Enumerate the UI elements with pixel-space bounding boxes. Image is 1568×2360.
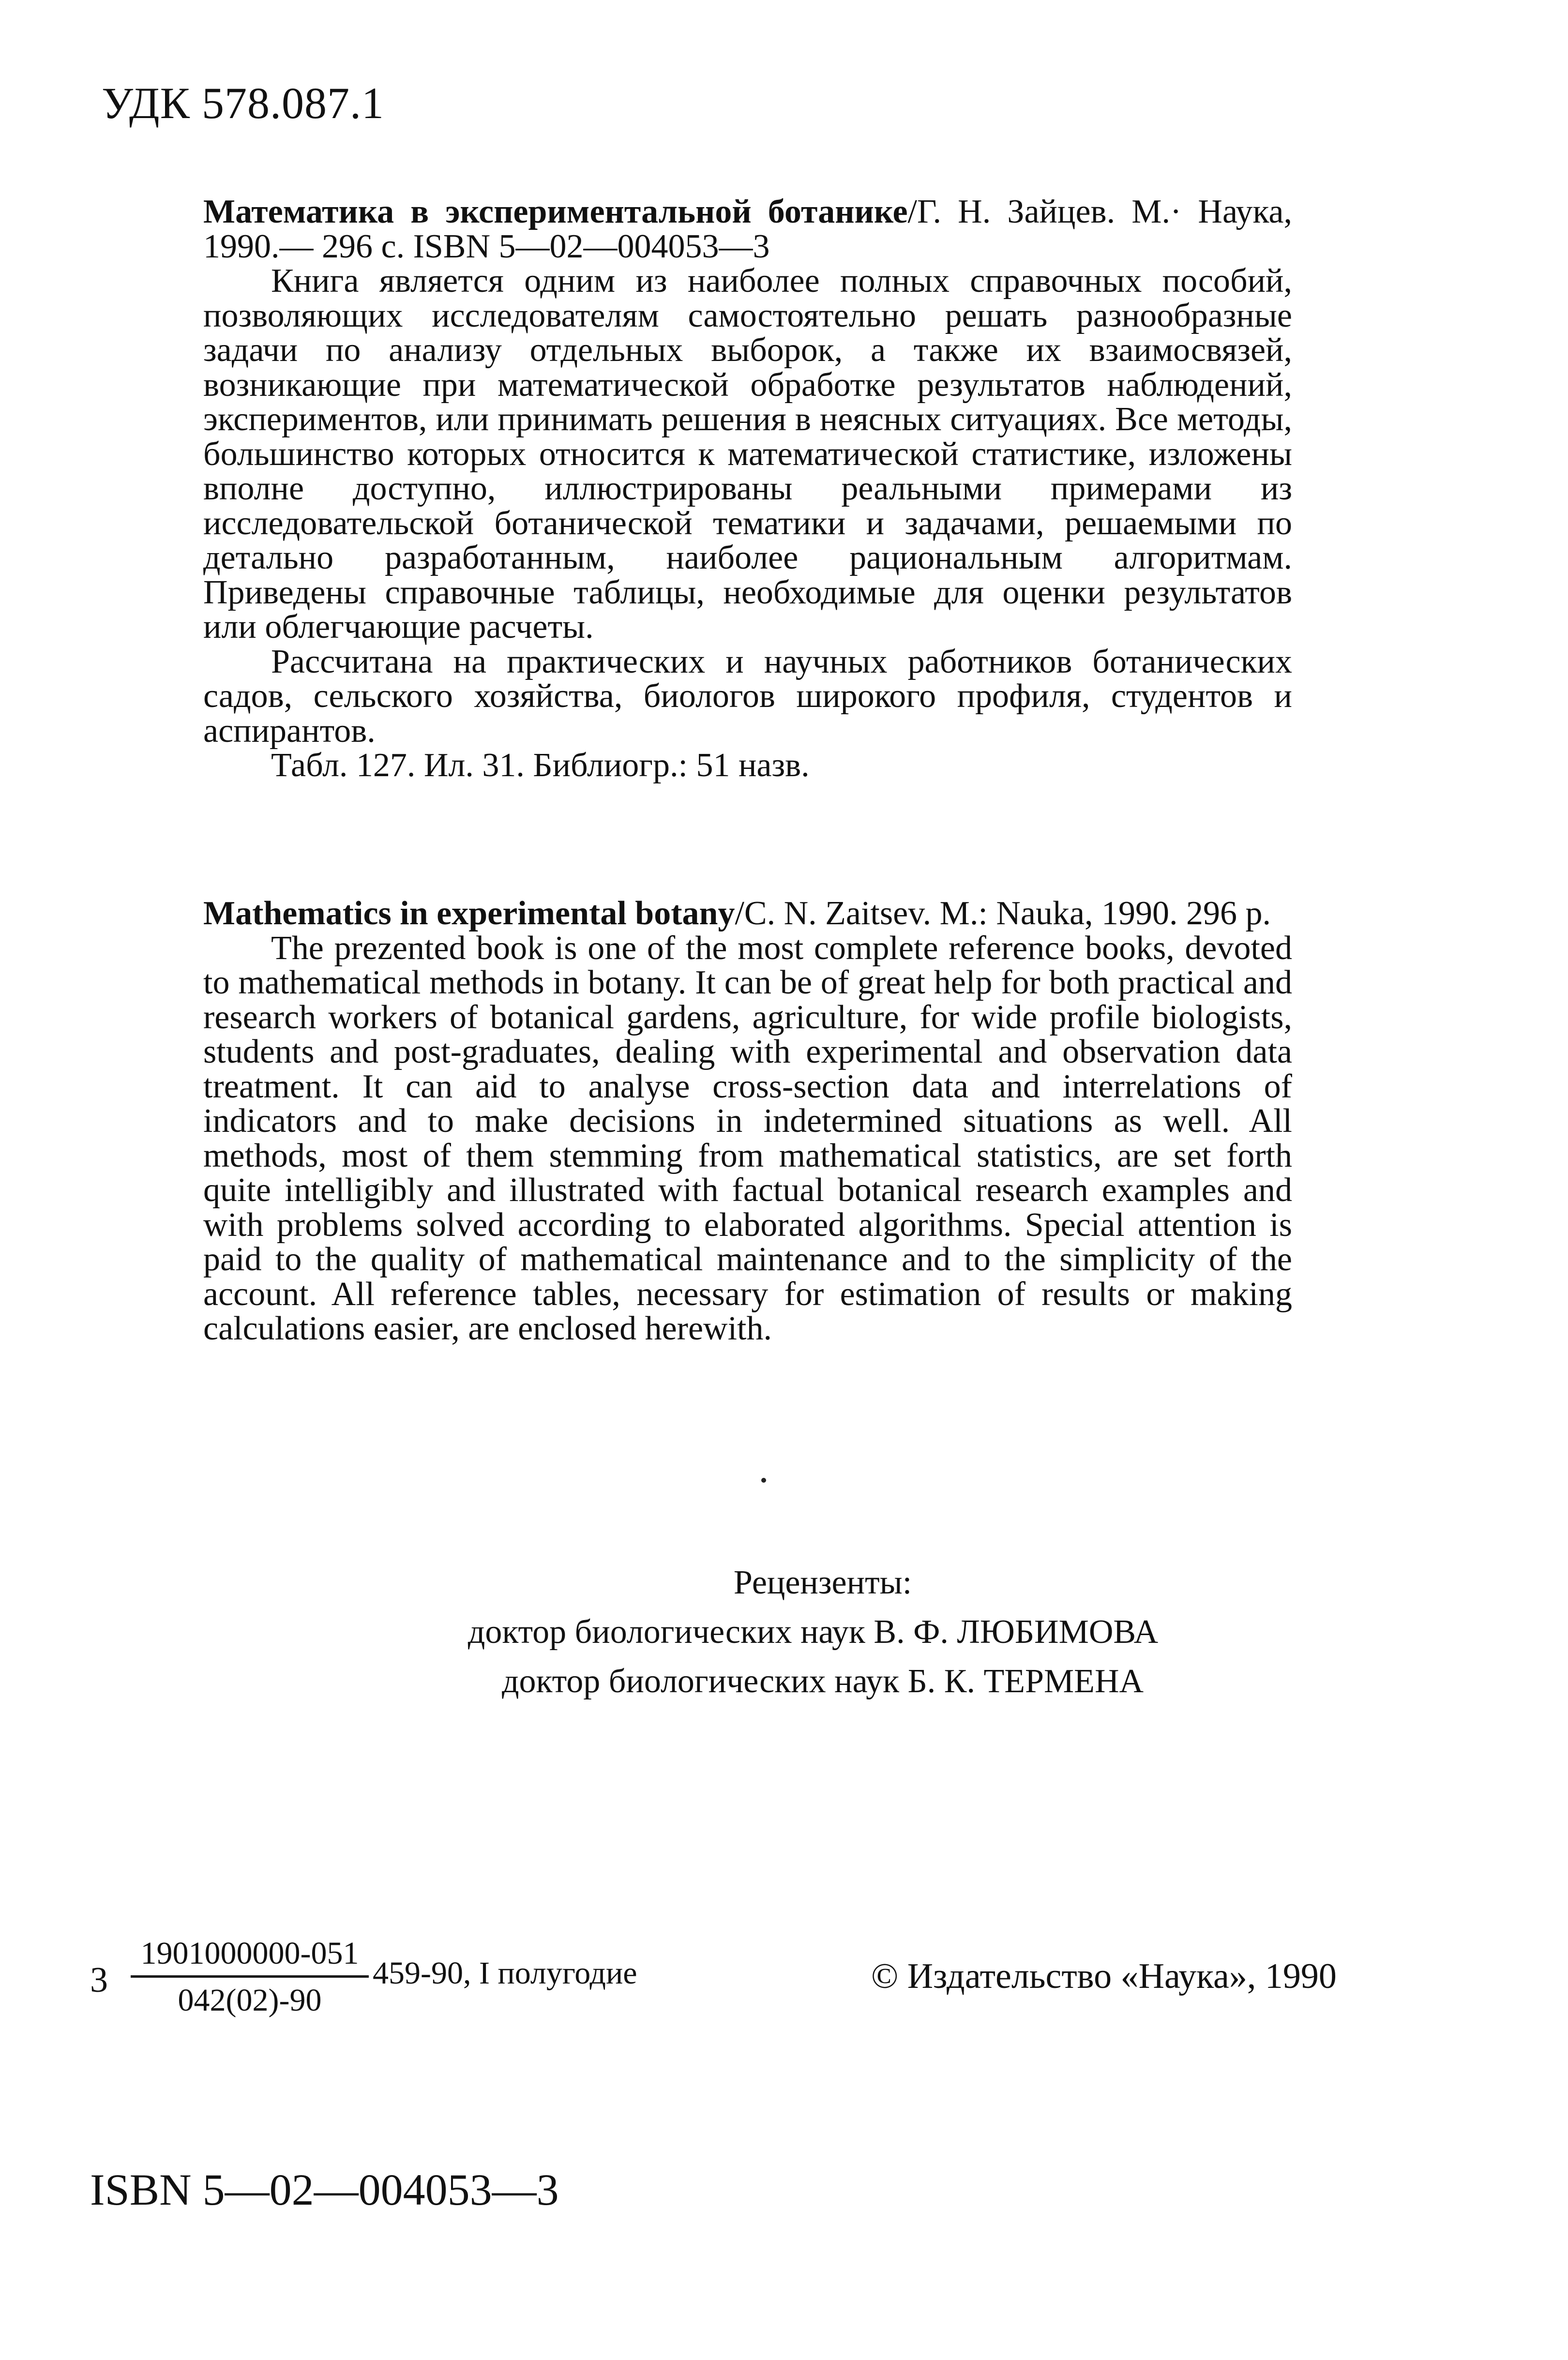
reviewers-block: [0, 1558, 1568, 1706]
english-bibliographic-entry: [203, 896, 1292, 931]
english-bibliographic-details: /C. N. Zaitsev. M.: Nauka, 1990. 296 p.: [735, 895, 1271, 932]
copyright-notice: © Издательство «Наука», 1990: [871, 1956, 1337, 1996]
english-annotation: [203, 896, 1292, 1346]
russian-audience: Рассчитана на практических и научных работников ботанических садов, сельского хозяйства, биологов широкого профиля, студентов и аспирантов.: [203, 643, 1292, 750]
isbn-number: ISBN 5—02—004053—3: [90, 2165, 559, 2214]
russian-abstract: Книга является одним из наиболее полных справочных пособий, позволяющих исследователям самостоятельно решать разнообразные задачи по анализу отдельных выборок, а также их взаимосвязей, возникающие при математической обработке результатов наблюдений, экспериментов, или принимать решения в неясных ситуациях. Все методы, большинство которых относится к математической статистике, изложены вполне доступно, иллюстрированы реальными примерами из исследовательской ботанической тематики и задачами, решаемыми по детально разработанным, наиболее рациональным алгоритмам. Приведены справочные таблицы, необходимые для оценки результатов или облегчающие расчеты.: [203, 262, 1292, 646]
russian-annotation: [203, 195, 1292, 783]
catalog-code-denominator: 042(02)-90: [178, 1983, 322, 2018]
catalog-code-prefix: 3: [90, 1960, 108, 2000]
catalog-code-suffix: 459-90, I полугодие: [373, 1955, 637, 1991]
udk-code: УДК 578.087.1: [102, 78, 384, 128]
english-abstract: The prezented book is one of the most complete reference books, devoted to mathematical methods in botany. It can be of great help for both practical and research workers of botanical gardens, agriculture, for wide profile biologists, students and post-graduates, dealing with experimental and observation data treatment. It can aid to analyse cross-section data and interrelations of indicators and to make decisions in indetermined situations as well. All methods, most of them stemming from mathematical statistics, are set forth quite intelligibly and illustrated with factual botanical research examples and with problems solved according to elaborated algorithms. Special attention is paid to the quality of mathematical maintenance and to the simplicity of the account. All reference tables, necessary for estimation of results or making calculations easier, are enclosed herewith.: [203, 929, 1292, 1347]
catalog-code-fraction: [131, 1934, 369, 2020]
separator-dot: [761, 1478, 766, 1483]
russian-bibliographic-entry: [203, 195, 1292, 264]
english-book-title: Mathematics in experimental botany: [203, 895, 735, 932]
catalog-code-numerator: 1901000000-051: [140, 1936, 359, 1971]
reviewer-2: доктор биологических наук Б. К. ТЕРМЕНА: [501, 1663, 1144, 1700]
russian-book-title: Математика в экспериментальной ботанике: [203, 193, 908, 230]
russian-stats: Табл. 127. Ил. 31. Библиогр.: 51 назв.: [271, 747, 810, 784]
reviewers-title: Рецензенты:: [733, 1564, 912, 1601]
russian-bibliographic-details: /Г. Н. Зайцев. М.· Наука, 1990.— 296 с. ISBN 5—02—004053—3: [203, 193, 1292, 265]
reviewer-1: доктор биологических наук В. Ф. ЛЮБИМОВА: [467, 1613, 1159, 1651]
fraction-bar: [131, 1975, 369, 1978]
